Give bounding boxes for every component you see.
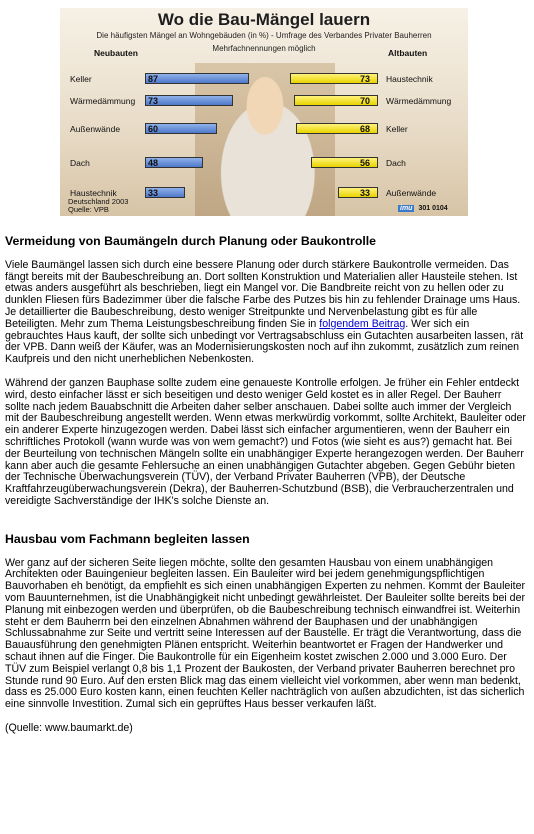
bar-neubauten: [145, 73, 249, 84]
data-label-neubauten: 33: [148, 188, 159, 198]
right-header: Altbauten: [388, 48, 428, 58]
paragraph: Wer ganz auf der sicheren Seite liegen möchte, sollte den gesamten Hausbau von einem unabhängigen Architekten oder Bauingenieur begleiten lassen. Ein Bauleiter wird bei jedem genehmigungspflichtigen Bauvorhaben eh benötigt, da empfiehlt es sich einen unabhängigen Experten zu nehmen. Kommt der Bauleiter vom Bauunternehmen, ist die Unabhängigkeit nicht unbedingt gewährleistet. Der Bauleiter sollte bereits bei der Planung mit einbezogen werden und überprüfen, ob die Baubeschreibung technisch einwandfrei ist. Weiterhin steht er dem Bauherrn bei den einzelnen Abnahmen während der Bauphasen und der unabhängigen Schlussabnahme zur Seite und vertritt seine Interessen auf der Baustelle. Er trägt die Verantwortung, dass die Bauausführung den genehmigten Plänen entspricht. Weiterhin beantwortet er Fragen der Handwerker und schaut ihnen auf die Finger. Die Baukontrolle für ein Eigenheim kostet zwischen 2.000 und 3.000 Euro. Der TÜV zum Beispiel verlangt 0,8 bis 1,1 Prozent der Baukosten, der Verband privater Bauherren berechnet pro Stunde rund 90 Euro. Auf den ersten Blick mag das einem vielleicht viel vorkommen, aber wenn man bedenkt, dass es 25.000 Euro kosten kann, einen feuchten Keller nachträglich von außen abzudichten, ist das sicherlich eine sinnvolle Investition. Zumal sich ein geprüftes Haus besser verkaufen läßt.: [5, 556, 526, 711]
bar-altbauten: [338, 187, 378, 198]
graphic-footer: [68, 198, 128, 214]
left-header: Neubauten: [94, 48, 138, 58]
left-category-label: Haustechnik: [70, 188, 117, 198]
data-label-altbauten: 33: [360, 188, 371, 198]
footer-source: Quelle: VPB: [68, 205, 109, 214]
graphic-note: Mehrfachnennungen möglich: [212, 44, 316, 53]
paragraph-text: Viele Baumängel lassen sich durch eine bessere Planung oder durch stärkere Baukontrolle vermeiden. Das fängt bereits mit der Baubeschreibung an. Dort sollten Konstruktion und Materialien aller Hausteile stehen. Ist etwas anders ausgeführt als beschrieben, liegt ein Mangel vor. Die Bandbreite reicht von zu hellen oder zu dunklen Fliesen fürs Badezimmer über die falsche Farbe des Putzes bis hin zu fehlender Drainage ums Haus. Je detaillierter die Baubeschreibung, desto weniger Streitpunkte und Nervenbelastung gibt es für alle Beteiligten. Mehr zum Thema Leistungsbeschreibung finden Sie in: [5, 258, 521, 330]
paragraph-text: . Wer sich ein gebrauchtes Haus kauft, der sollte sich unbedingt vor Vertragsabschluss ein Gutachten ausarbeiten lassen, rät der VPB. Dann weiß der Käufer, was an Modernisierungskosten noch auf ihn zukommt, zusätzlich zum reinen Kaufpreis und den nicht unerheblichen Nebenkosten.: [5, 317, 524, 366]
left-category-label: Keller: [70, 74, 92, 84]
section-heading: Vermeidung von Baumängeln durch Planung oder Baukontrolle: [5, 234, 377, 248]
graphic-code: 301 0104: [418, 205, 448, 212]
footer-country-year: Deutschland 2003: [68, 197, 129, 206]
graphic-title: Wo die Bau-Mängel lauern: [157, 10, 371, 29]
data-label-neubauten: 60: [148, 124, 159, 134]
paragraph: Während der ganzen Bauphase sollte zudem eine genaueste Kontrolle erfolgen. Je früher ein Fehler entdeckt wird, desto einfacher lässt er sich beseitigen und desto weniger Geld kostet es in aller Regel. Der Bauherr sollte nach jedem Bauabschnitt die Arbeiten daher selber anschauen. Dabei sollte auch immer der Vergleich mit der Baubeschreibung angestellt werden. Wenn etwas merkwürdig vorkommt, sollte Architekt, Bauleiter oder ein anderer Experte hinzugezogen werden. Dabei lässt sich einfacher argumentieren, wenn der Bauherr ein schriftliches Protokoll (wann wurde was von wem gemacht?) und Fotos (wie sieht es aus?) gemacht hat. Bei der Beurteilung von technischen Mängeln sollte ein unabhängiger Experte herangezogen werden. Der Bauherr kann aber auch die gesamte Fehlersuche an einen unabhängigen Gutachter abgeben. Gegen Gebühr bieten der Technische Überwachungsverein (TÜV), der Verband Privater Bauherren (VPB), der Deutsche Kraftfahrzeugüberwachungsverein (Dekra), der Bauherren-Schutzbund (BSB), die Verbraucherzentralen und vereidigte Sachverständige der IHK's solche Dienste an.: [5, 376, 526, 507]
data-label-altbauten: 56: [360, 158, 371, 168]
graphic-subtitle: Die häufigsten Mängel an Wohngebäuden (in %) - Umfrage des Verbandes Privater Bauherren: [96, 31, 432, 40]
bar-neubauten: [145, 95, 233, 106]
data-label-neubauten: 48: [148, 158, 159, 168]
right-category-label: Dach: [386, 158, 406, 168]
logo-text: imu: [400, 205, 413, 212]
background-photo: [195, 63, 335, 216]
article-link[interactable]: folgendem Beitrag: [319, 317, 406, 330]
left-category-label: Wärmedämmung: [70, 96, 136, 106]
right-category-label: Wärmedämmung: [386, 96, 452, 106]
right-category-label: Außenwände: [386, 188, 437, 198]
left-category-label: Dach: [70, 158, 90, 168]
right-category-label: Haustechnik: [386, 74, 433, 84]
left-category-label: Außenwände: [70, 124, 121, 134]
article: [5, 236, 527, 735]
source-line: (Quelle: www.baumarkt.de): [5, 721, 133, 734]
data-label-altbauten: 68: [360, 124, 371, 134]
data-label-neubauten: 73: [148, 96, 159, 106]
data-label-altbauten: 73: [360, 74, 371, 84]
agency-logo: [398, 205, 448, 212]
data-label-altbauten: 70: [360, 96, 371, 106]
data-label-neubauten: 87: [148, 74, 159, 84]
section-heading: Hausbau vom Fachmann begleiten lassen: [5, 531, 250, 546]
paragraph: [5, 260, 527, 366]
infographic: [60, 8, 468, 216]
right-category-label: Keller: [386, 124, 408, 134]
